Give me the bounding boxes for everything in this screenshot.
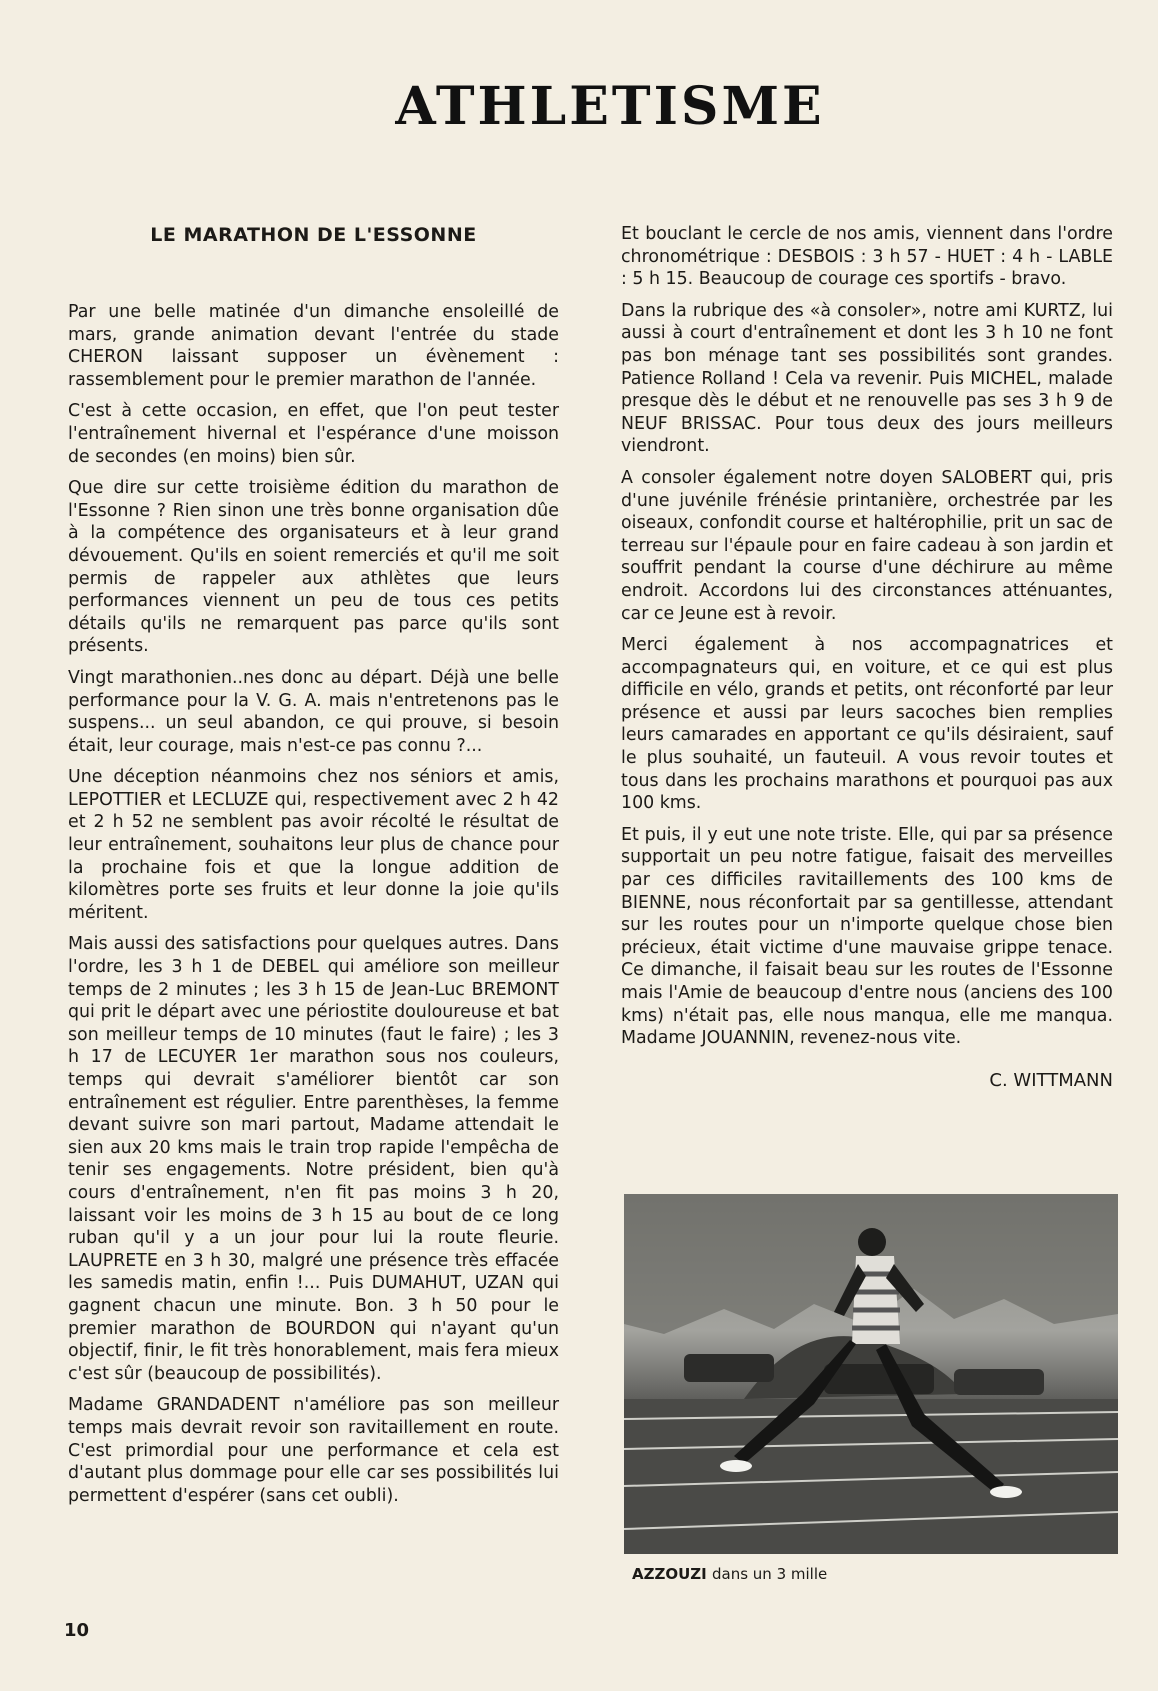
photo-caption-text: dans un 3 mille bbox=[712, 1565, 828, 1583]
photo-caption-name: AZZOUZI bbox=[632, 1565, 707, 1583]
article-paragraph: Une déception néanmoins chez nos séniors et amis, LEPOTTIER et LECLUZE qui, respectivement avec 2 h 42 et 2 h 52 ne semblent pas avoir récolté le résultat de leur entraînement, souhaitons leur plus de chance pour la prochaine fois et que la longue addition de kilomètres porte ses fruits et leur donne la joie qu'ils méritent. bbox=[68, 767, 559, 923]
article-paragraph: Vingt marathonien..nes donc au départ. Déjà une belle performance pour la V. G. A. mais n'entretenons pas le suspens... un seul abandon, ce qui prouve, si besoin était, leur courage, mais n'est-ce pas connu ?... bbox=[68, 667, 559, 756]
article-paragraph: Mais aussi des satisfactions pour quelques autres. Dans l'ordre, les 3 h 1 de DEBEL qui améliore son meilleur temps de 2 minutes ; les 3 h 15 de Jean-Luc BREMONT qui prit le départ avec une périostite douloureuse et bat son meilleur temps de 10 minutes (faut le faire) ; les 3 h 17 de LECUYER 1er marathon sous nos couleurs, temps qui devrait s'améliorer bientôt car son entraînement est régulier. Entre parenthèses, la femme devant suivre son mari partout, Madame attendait le sien aux 20 kms mais le train trop rapide l'empêcha de tenir ses engagements. Notre président, bien qu'à cours d'entraînement, n'en fit pas moins 3 h 20, laissant voir les moins de 3 h 15 au bout de ce long ruban qu'il y a un jour pour lui la route fleurie. LAUPRETE en 3 h 30, malgré une présence très effacée les samedis matin, enfin !... Puis DUMAHUT, UZAN qui gagnent chacun une minute. Bon. 3 h 50 pour le premier marathon de BOURDON qui n'ayant qu'un objectif, finir, le fit très honorablement, mais fera mieux c'est sûr (beaucoup de possibilités). bbox=[68, 934, 559, 1384]
article-paragraph: Dans la rubrique des «à consoler», notre ami KURTZ, lui aussi à court d'entraînement et dont les 3 h 10 ne font pas bon ménage tant ses possibilités sont grandes. Patience Rolland ! Cela va revenir. Puis MICHEL, malade presque dès le début et ne renouvelle pas ses 3 h 9 de NEUF BRISSAC. Pour tous deux des jours meilleurs viendront. bbox=[621, 300, 1113, 457]
article-paragraph: Merci également à nos accompagnatrices et accompagnateurs qui, en voiture, et ce qui est plus difficile en vélo, grands et petits, ont réconforté par leur présence et aussi par leurs sacoches bien remplies leurs camarades en apportant ce qu'ils désiraient, sauf le plus souhaité, un fauteuil. A vous revoir toutes et tous dans les prochains marathons et pourquoi pas aux 100 kms. bbox=[621, 635, 1113, 814]
article-paragraph: Madame GRANDADENT n'améliore pas son meilleur temps mais devrait revoir son ravitaillement en route. C'est primordial pour une performance et cela est d'autant plus dommage pour elle car ses possibilités lui permettent d'espérer (sans cet oubli). bbox=[68, 1395, 559, 1506]
article-paragraph: A consoler également notre doyen SALOBERT qui, pris d'une juvénile frénésie printanière, orchestrée par les oiseaux, confondit course et haltérophilie, prit un sac de terreau sur l'épaule pour en faire cadeau à son jardin et souffrit pendant la course d'une déchirure au même endroit. Accordons lui des circonstances atténuantes, car ce Jeune est à revoir. bbox=[621, 467, 1113, 624]
article-paragraph: Par une belle matinée d'un dimanche ensoleillé de mars, grande animation devant l'entrée du stade CHERON laissant supposer un évènement : rassemblement pour le premier marathon de l'année. bbox=[68, 302, 559, 390]
photo-caption bbox=[632, 1565, 827, 1583]
runner-photo bbox=[624, 1194, 1118, 1554]
page-number: 10 bbox=[64, 1620, 90, 1641]
article-heading: LE MARATHON DE L'ESSONNE bbox=[150, 224, 477, 246]
author-signature: C. WITTMANN bbox=[989, 1069, 1113, 1091]
article-paragraph: Et bouclant le cercle de nos amis, viennent dans l'ordre chronométrique : DESBOIS : 3 h 57 - HUET : 4 h - LABLE : 5 h 15. Beaucoup de courage ces sportifs - bravo. bbox=[621, 224, 1113, 290]
article-paragraph: Et puis, il y eut une note triste. Elle, qui par sa présence supportait un peu notre fatigue, faisait des merveilles par ces difficiles ravitaillements des 100 kms de BIENNE, nous réconfortait par sa gentillesse, attendant sur les routes pour un n'importe quelque chose bien précieux, était victime d'une mauvaise grippe tenace. Ce dimanche, il faisait beau sur les routes de l'Essonne mais l'Amie de beaucoup d'entre nous (anciens des 100 kms) n'était pas, elle nous manqua, elle me manqua. Madame JOUANNIN, revenez-nous vite. bbox=[621, 824, 1113, 1049]
article-paragraph: C'est à cette occasion, en effet, que l'on peut tester l'entraînement hivernal et l'espérance d'une moisson de secondes (en moins) bien sûr. bbox=[68, 401, 559, 467]
article-right-column bbox=[621, 223, 1113, 1092]
runner-photo-illustration bbox=[624, 1194, 1118, 1554]
page-title: ATHLETISME bbox=[395, 76, 825, 137]
article-left-column bbox=[68, 223, 559, 1516]
article-paragraph: Que dire sur cette troisième édition du marathon de l'Essonne ? Rien sinon une très bonne organisation dûe à la compétence des organisateurs et à leur grand dévouement. Qu'ils en soient remerciés et qu'il me soit permis de rappeler aux athlètes que leurs performances viennent un peu de tous ces petits détails qu'ils ne remarquent pas parce qu'ils sont présents. bbox=[68, 478, 559, 657]
